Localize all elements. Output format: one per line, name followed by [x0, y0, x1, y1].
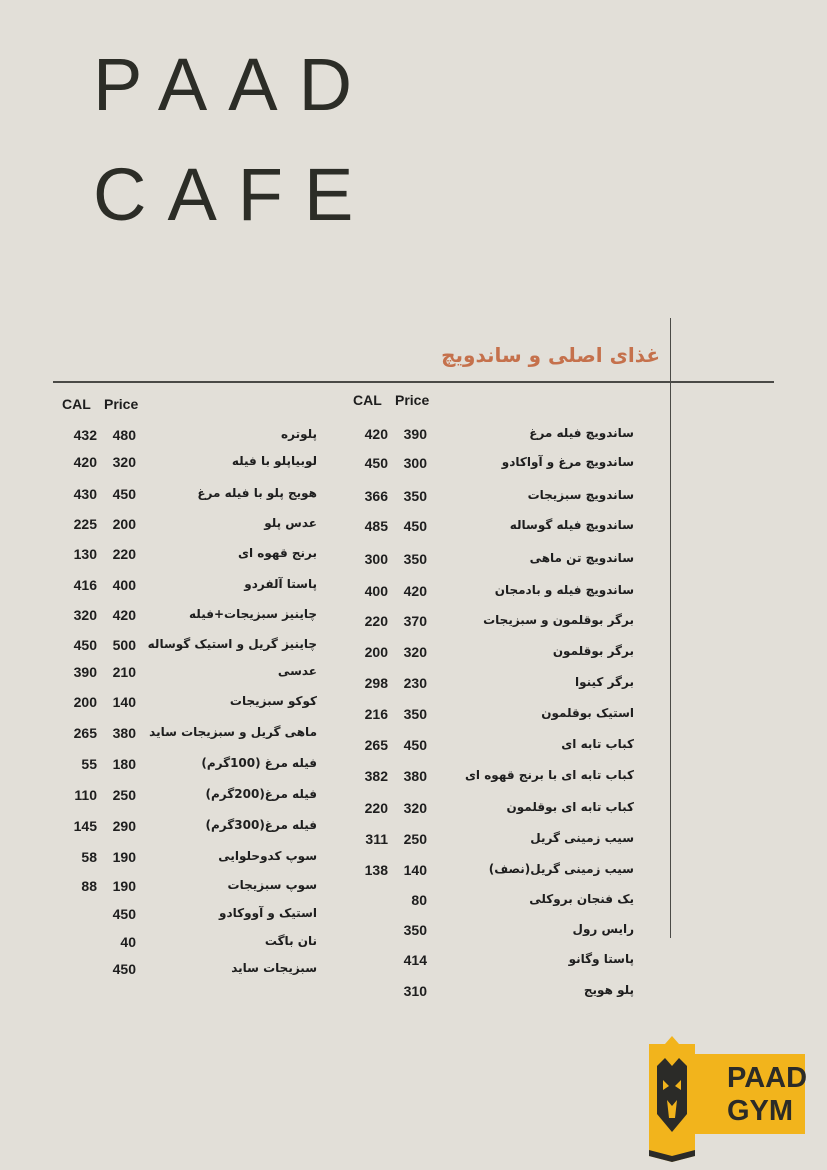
menu-item-price: 450	[403, 737, 427, 753]
menu-item-name: ساندویچ سبزیجات	[527, 488, 634, 502]
menu-item-cal: 220	[364, 800, 388, 816]
menu-item-name: هویج پلو با فیله مرغ	[197, 486, 317, 500]
menu-item-price: 230	[403, 675, 427, 691]
menu-item-name: سیب زمینی گریل(نصف)	[488, 862, 634, 876]
menu-item-cal: 216	[364, 706, 388, 722]
menu-item-row	[0, 756, 827, 776]
menu-item-price: 80	[411, 892, 427, 908]
brand-title-line1: PAAD	[93, 43, 374, 126]
menu-item-name: یک فنجان بروکلی	[529, 892, 634, 906]
menu-item-price: 40	[120, 934, 136, 950]
menu-item-row	[0, 983, 827, 1003]
menu-item-row	[0, 516, 827, 536]
brand-title-line2: CAFE	[93, 153, 375, 236]
menu-item-cal: 382	[364, 768, 388, 784]
menu-item-cal: 450	[364, 455, 388, 471]
menu-item-name: کوکو سبزیجات	[229, 694, 317, 708]
menu-item-cal: 420	[73, 454, 97, 470]
menu-item-cal: 55	[81, 756, 97, 772]
menu-item-price: 220	[112, 546, 136, 562]
menu-item-row	[0, 694, 827, 714]
menu-item-price: 480	[112, 427, 136, 443]
menu-item-price: 350	[403, 551, 427, 567]
menu-item-name: کباب تابه ای با برنج قهوه ای	[464, 768, 634, 782]
menu-item-name: استیک و آووکادو	[219, 906, 317, 920]
menu-item-cal: 130	[73, 546, 97, 562]
menu-item-name: عدسی	[277, 664, 317, 678]
menu-item-cal: 200	[73, 694, 97, 710]
menu-item-name: برنج قهوه ای	[238, 546, 317, 560]
menu-item-name: ماهی گریل و سبزیجات ساید	[149, 725, 317, 739]
menu-item-price: 420	[112, 607, 136, 623]
menu-item-name: ساندویچ تن ماهی	[529, 551, 634, 565]
menu-item-price: 180	[112, 756, 136, 772]
menu-item-name: لوبیاپلو با فیله	[231, 454, 317, 468]
menu-item-row	[0, 934, 827, 954]
menu-item-price: 140	[112, 694, 136, 710]
menu-item-price: 250	[112, 787, 136, 803]
menu-item-cal: 88	[81, 878, 97, 894]
menu-item-row	[0, 427, 827, 447]
menu-item-price: 400	[112, 577, 136, 593]
menu-item-price: 140	[403, 862, 427, 878]
menu-item-cal: 225	[73, 516, 97, 532]
menu-item-row	[0, 607, 827, 627]
menu-item-price: 250	[403, 831, 427, 847]
menu-item-price: 380	[403, 768, 427, 784]
menu-item-price: 200	[112, 516, 136, 532]
menu-item-price: 210	[112, 664, 136, 680]
menu-item-price: 350	[403, 706, 427, 722]
menu-item-price: 350	[403, 922, 427, 938]
menu-item-name: عدس پلو	[264, 516, 317, 530]
menu-item-price: 320	[403, 644, 427, 660]
menu-item-row	[0, 818, 827, 838]
menu-item-price: 190	[112, 878, 136, 894]
menu-item-row	[0, 486, 827, 506]
menu-item-price: 450	[112, 486, 136, 502]
menu-item-cal: 416	[73, 577, 97, 593]
right-price-header: Price	[395, 392, 430, 408]
menu-item-cal: 145	[73, 818, 97, 834]
menu-item-name: فیله مرغ(200گرم)	[205, 787, 317, 801]
menu-item-cal: 58	[81, 849, 97, 865]
menu-item-name: چاینیز سبزیجات+فیله	[189, 607, 317, 621]
menu-item-name: نان باگت	[264, 934, 317, 948]
menu-item-price: 290	[112, 818, 136, 834]
menu-item-name: فیله مرغ (100گرم)	[201, 756, 317, 770]
menu-item-price: 350	[403, 488, 427, 504]
menu-item-price: 500	[112, 637, 136, 653]
menu-item-cal: 450	[73, 637, 97, 653]
header-divider	[53, 381, 774, 383]
menu-item-price: 390	[403, 426, 427, 442]
menu-item-row	[0, 961, 827, 981]
menu-item-name: ساندویچ مرغ و آواکادو	[501, 455, 634, 469]
menu-item-row	[0, 725, 827, 745]
menu-item-row	[0, 577, 827, 597]
left-cal-header: CAL	[62, 396, 91, 412]
menu-item-price: 414	[403, 952, 427, 968]
menu-item-row	[0, 787, 827, 807]
menu-item-name: کباب تابه ای	[561, 737, 634, 751]
menu-item-name: سبزیجات ساید	[231, 961, 317, 975]
menu-item-name: برگر کینوا	[574, 675, 634, 689]
menu-item-price: 450	[112, 961, 136, 977]
menu-item-price: 380	[112, 725, 136, 741]
menu-item-name: کباب تابه ای بوقلمون	[506, 800, 634, 814]
menu-item-row	[0, 906, 827, 926]
menu-item-row	[0, 546, 827, 566]
menu-item-name: ساندویچ فیله گوساله	[509, 518, 634, 532]
menu-item-row	[0, 454, 827, 474]
menu-item-price: 300	[403, 455, 427, 471]
menu-item-cal: 298	[364, 675, 388, 691]
menu-item-cal: 485	[364, 518, 388, 534]
menu-item-name: رایس رول	[572, 922, 634, 936]
menu-item-name: چاینیز گریل و استیک گوساله	[147, 637, 317, 651]
menu-item-cal: 138	[364, 862, 388, 878]
menu-item-name: پاستا وگانو	[568, 952, 634, 966]
menu-item-cal: 311	[365, 831, 388, 847]
menu-item-row	[0, 637, 827, 657]
menu-item-cal: 430	[73, 486, 97, 502]
menu-item-cal: 320	[73, 607, 97, 623]
menu-item-name: پلو هویج	[583, 983, 634, 997]
menu-item-price: 310	[403, 983, 427, 999]
menu-item-cal: 420	[364, 426, 388, 442]
menu-item-name: سوپ کدوحلوایی	[218, 849, 317, 863]
menu-item-price: 450	[403, 518, 427, 534]
menu-item-cal: 220	[364, 613, 388, 629]
menu-item-cal: 366	[364, 488, 388, 504]
logo-text-line2: GYM	[727, 1095, 794, 1127]
menu-item-name: ساندویچ فیله و بادمجان	[494, 583, 634, 597]
section-title: غذای اصلی و ساندویچ	[441, 343, 660, 367]
menu-item-cal: 110	[74, 787, 97, 803]
left-price-header: Price	[104, 396, 139, 412]
menu-item-price: 190	[112, 849, 136, 865]
menu-item-price: 450	[112, 906, 136, 922]
menu-item-name: پاستا آلفردو	[244, 577, 317, 591]
menu-item-name: سوپ سبزیجات	[227, 878, 317, 892]
menu-item-name: برگر بوقلمون	[552, 644, 634, 658]
menu-item-cal: 265	[364, 737, 388, 753]
menu-item-cal: 200	[364, 644, 388, 660]
right-cal-header: CAL	[353, 392, 382, 408]
logo-text-line1: PAAD	[727, 1062, 808, 1094]
menu-item-row	[0, 664, 827, 684]
menu-item-name: فیله مرغ(300گرم)	[205, 818, 317, 832]
menu-item-row	[0, 849, 827, 869]
menu-item-cal: 300	[364, 551, 388, 567]
menu-item-name: سیب زمینی گریل	[530, 831, 634, 845]
menu-item-price: 320	[403, 800, 427, 816]
menu-item-name: ساندویچ فیله مرغ	[529, 426, 634, 440]
menu-item-name: برگر بوقلمون و سبزیجات	[483, 613, 634, 627]
menu-item-name: استیک بوقلمون	[541, 706, 634, 720]
menu-item-cal: 432	[73, 427, 97, 443]
menu-item-price: 320	[112, 454, 136, 470]
menu-item-cal: 265	[73, 725, 97, 741]
menu-item-cal: 400	[364, 583, 388, 599]
menu-item-price: 420	[403, 583, 427, 599]
menu-item-price: 370	[403, 613, 427, 629]
menu-item-cal: 390	[73, 664, 97, 680]
menu-item-name: پلوتره	[281, 427, 317, 441]
menu-item-row	[0, 878, 827, 898]
